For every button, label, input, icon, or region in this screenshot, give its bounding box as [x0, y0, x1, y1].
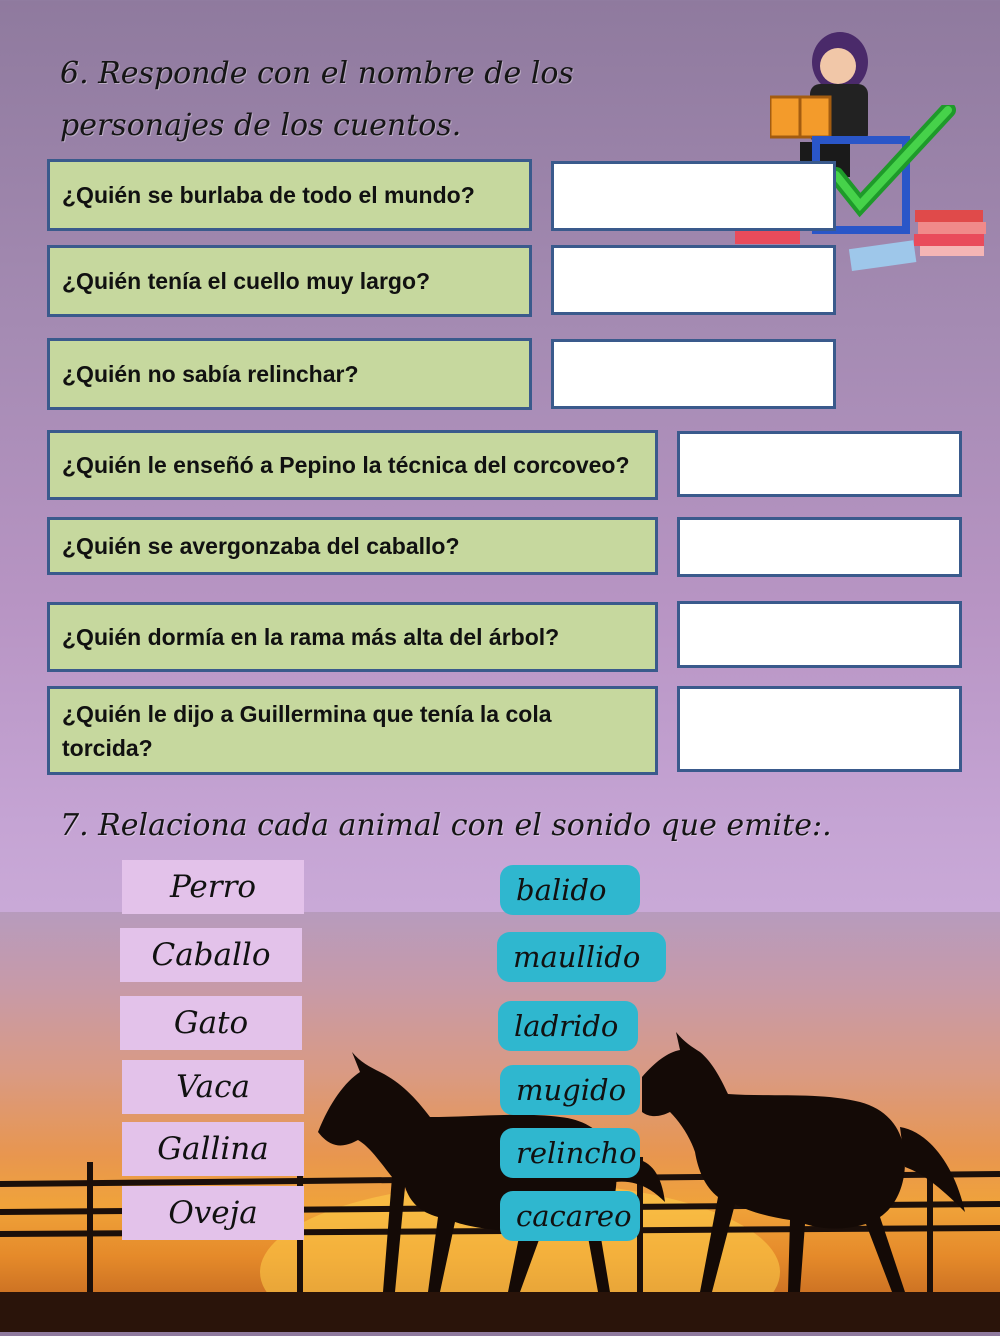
sound-mugido[interactable]: mugido — [500, 1065, 640, 1115]
sound-ladrido[interactable]: ladrido — [498, 1001, 638, 1051]
animal-gato[interactable]: Gato — [120, 996, 302, 1050]
animal-gallina[interactable]: Gallina — [122, 1122, 304, 1176]
sound-maullido[interactable]: maullido — [497, 932, 666, 982]
sound-cacareo[interactable]: cacareo — [500, 1191, 640, 1241]
sound-balido[interactable]: balido — [500, 865, 640, 915]
answer-input-4[interactable] — [677, 431, 962, 497]
question-5: ¿Quién se avergonzaba del caballo? — [47, 517, 658, 575]
animal-perro[interactable]: Perro — [122, 860, 304, 914]
section7-title: 7. Relaciona cada animal con el sonido que emite:. — [60, 808, 832, 843]
question-4: ¿Quién le enseñó a Pepino la técnica del corcoveo? — [47, 430, 658, 500]
answer-input-6[interactable] — [677, 601, 962, 668]
question-6: ¿Quién dormía en la rama más alta del árbol? — [47, 602, 658, 672]
question-3: ¿Quién no sabía relinchar? — [47, 338, 532, 410]
animal-oveja[interactable]: Oveja — [122, 1186, 304, 1240]
answer-input-7[interactable] — [677, 686, 962, 772]
animal-caballo[interactable]: Caballo — [120, 928, 302, 982]
answer-input-3[interactable] — [551, 339, 836, 409]
answer-input-5[interactable] — [677, 517, 962, 577]
answer-input-1[interactable] — [551, 161, 836, 231]
animal-vaca[interactable]: Vaca — [122, 1060, 304, 1114]
question-1: ¿Quién se burlaba de todo el mundo? — [47, 159, 532, 231]
sound-relincho[interactable]: relincho — [500, 1128, 640, 1178]
section6-title: 6. Responde con el nombre de los personajes de los cuentos. — [60, 56, 574, 143]
question-7: ¿Quién le dijo a Guillermina que tenía la cola torcida? — [47, 686, 658, 775]
question-2: ¿Quién tenía el cuello muy largo? — [47, 245, 532, 317]
answer-input-2[interactable] — [551, 245, 836, 315]
